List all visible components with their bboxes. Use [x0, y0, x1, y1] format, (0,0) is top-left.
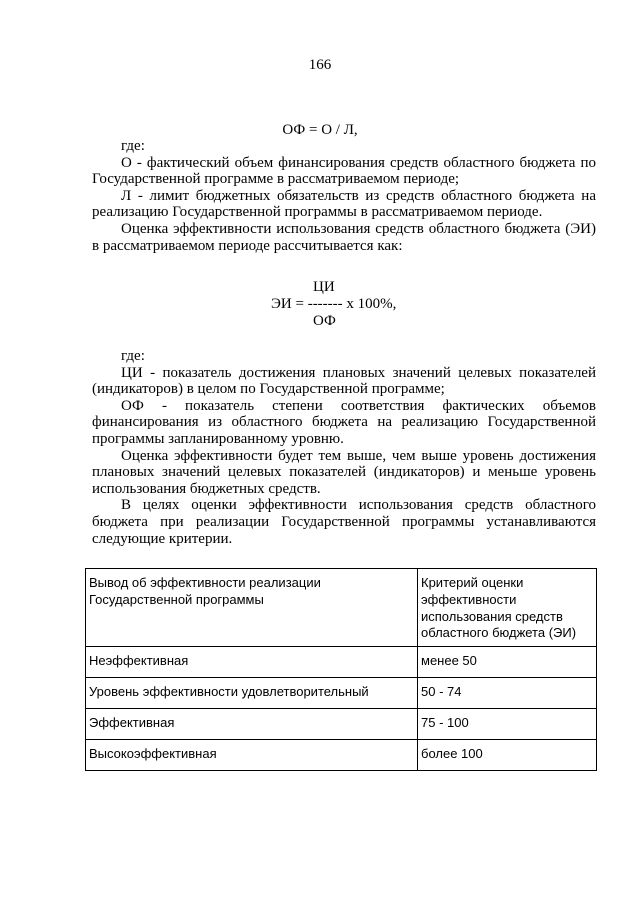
formula-ei-line: ЭИ = ------- х 100%,: [271, 296, 397, 312]
table-cell-criterion: более 100: [418, 740, 597, 771]
table-header-cell: Вывод об эффективности реализации Государственной программы: [86, 569, 418, 647]
table-row: [86, 647, 597, 678]
table-cell-criterion: менее 50: [418, 647, 597, 678]
page-number: 166: [308, 57, 332, 73]
definitions-block-2: [92, 348, 596, 547]
where-label-1: где:: [121, 138, 145, 154]
table-header-row: [86, 569, 597, 647]
criteria-table: [85, 568, 597, 771]
table-cell-conclusion: Эффективная: [86, 709, 418, 740]
definition-l: Л - лимит бюджетных обязательств из средств областного бюджета на реализацию Государственной программы в рассматриваемом периоде.: [92, 187, 596, 221]
definitions-block-1: [92, 138, 596, 254]
formula-ei-denominator: ОФ: [313, 313, 336, 329]
table-cell-criterion: 50 - 74: [418, 678, 597, 709]
definition-ci: ЦИ - показатель достижения плановых значений целевых показателей (индикаторов) в целом по Государственной программе;: [92, 364, 596, 398]
formula-of: ОФ = О / Л,: [282, 122, 358, 138]
table-row: [86, 709, 597, 740]
paragraph-ei-intro: Оценка эффективности использования средств областного бюджета (ЭИ) в рассматриваемом периоде рассчитывается как:: [92, 220, 596, 254]
paragraph-criteria: В целях оценки эффективности использования средств областного бюджета при реализации Государственной программы устанавливаются следующие критерии.: [92, 497, 596, 547]
table-cell-conclusion: Неэффективная: [86, 647, 418, 678]
table-row: [86, 678, 597, 709]
formula-ei-numerator: ЦИ: [313, 279, 335, 295]
table-cell-criterion: 75 - 100: [418, 709, 597, 740]
table-row: [86, 740, 597, 771]
paragraph-higher: Оценка эффективности будет тем выше, чем выше уровень достижения плановых значений целевых показателей (индикаторов) и меньше уровень использования бюджетных средств.: [92, 447, 596, 497]
definition-o: О - фактический объем финансирования средств областного бюджета по Государственной программе в рассматриваемом периоде;: [92, 154, 596, 188]
table-cell-conclusion: Высокоэффективная: [86, 740, 418, 771]
table-cell-conclusion: Уровень эффективности удовлетворительный: [86, 678, 418, 709]
table-header-cell: Критерий оценки эффективности использования средств областного бюджета (ЭИ): [418, 569, 597, 647]
definition-of: ОФ - показатель степени соответствия фактических объемов финансирования из областного бюджета на реализацию Государственной программы запланированному уровню.: [92, 397, 596, 447]
where-label-2: где:: [121, 348, 145, 364]
